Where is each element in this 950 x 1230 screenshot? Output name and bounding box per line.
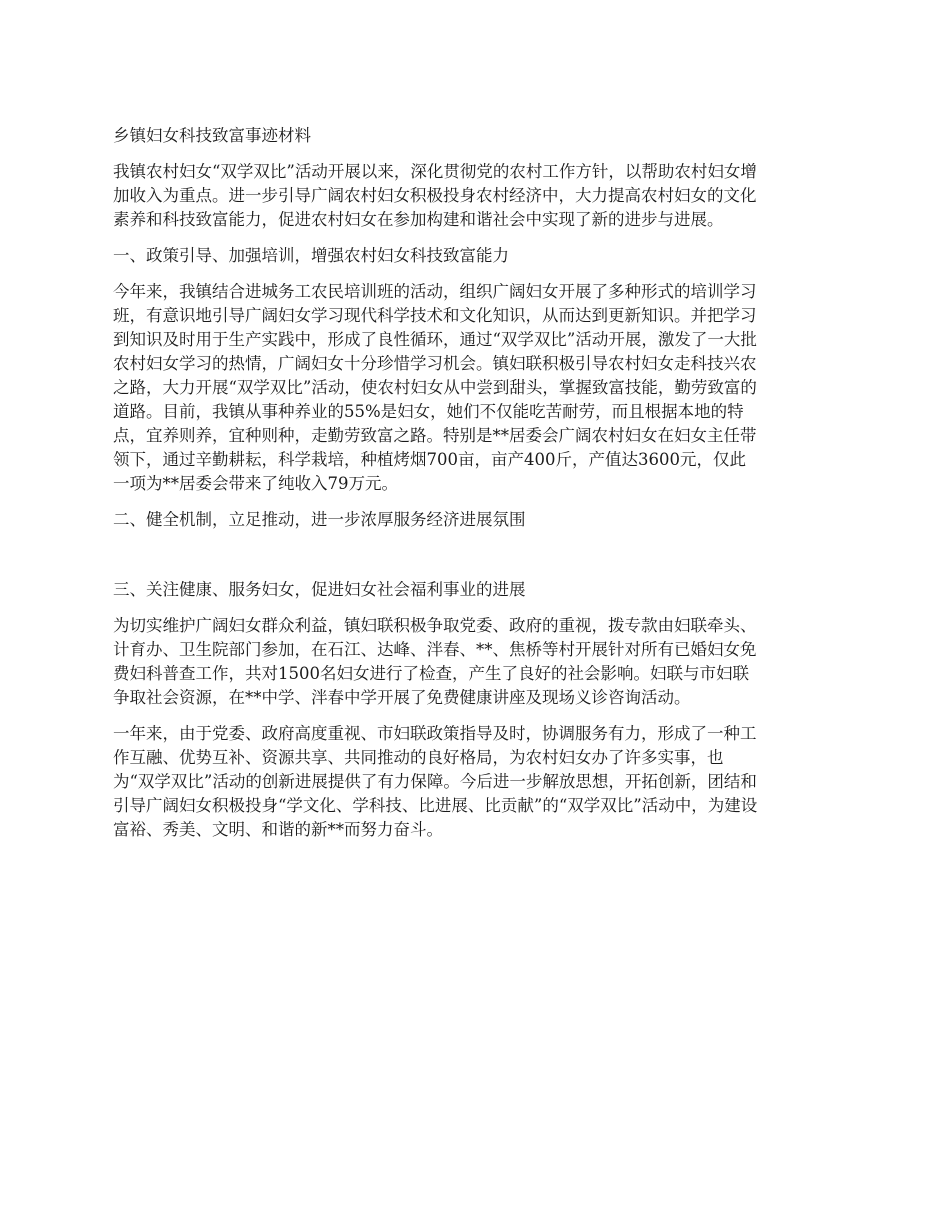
paragraph-line: 到知识及时用于生产实践中，形成了良性循环，通过“双学双比”活动开展，激发了一大批 xyxy=(113,330,757,349)
paragraph-line: 费妇科普查工作，共对1500名妇女进行了检查，产生了良好的社会影响。妇联与市妇联 xyxy=(113,664,749,683)
paragraph-line: 为“双学双比”活动的创新进展提供了有力保障。今后进一步解放思想，开拓创新，团结和 xyxy=(113,772,757,791)
section-paragraph xyxy=(113,614,840,710)
paragraph-line: 道路。目前，我镇从事种养业的55%是妇女，她们不仅能吃苦耐劳，而且根据本地的特 xyxy=(113,402,744,421)
paragraph-line: 引导广阔妇女积极投身“学文化、学科技、比进展、比贡献”的“双学双比”活动中，为建设 xyxy=(113,796,758,815)
paragraph-line: 之路，大力开展“双学双比”活动，使农村妇女从中尝到甜头，掌握致富技能，勤劳致富的 xyxy=(113,378,757,397)
paragraph-line: 为切实维护广阔妇女群众利益，镇妇联积极争取党委、政府的重视，拨专款由妇联牵头、 xyxy=(113,616,757,635)
paragraph-line: 作互融、优势互补、资源共享、共同推动的良好格局，为农村妇女办了许多实事，也 xyxy=(113,748,724,767)
section-heading: 二、健全机制，立足推动，进一步浓厚服务经济进展氛围 xyxy=(113,510,526,529)
document-page xyxy=(113,124,840,842)
paragraph-line: 富裕、秀美、文明、和谐的新**而努力奋斗。 xyxy=(113,820,443,839)
paragraph-line: 领下，通过辛勤耕耘，科学栽培，种植烤烟700亩，亩产400斤，产值达3600元，仅此 xyxy=(113,450,746,469)
paragraph-line: 计育办、卫生院部门参加，在石江、达峰、泮春、**、焦桥等村开展针对所有已婚妇女免 xyxy=(113,640,757,659)
paragraph-line: 农村妇女学习的热情，广阔妇女十分珍惜学习机会。镇妇联积极引导农村妇女走科技兴农 xyxy=(113,354,757,373)
section-heading: 三、关注健康、服务妇女，促进妇女社会福利事业的进展 xyxy=(113,580,526,599)
paragraph-line: 我镇农村妇女“双学双比”活动开展以来，深化贯彻党的农村工作方针，以帮助农村妇女增 xyxy=(113,162,757,181)
section-heading: 一、政策引导、加强培训，增强农村妇女科技致富能力 xyxy=(113,246,509,265)
paragraph-line: 一年来，由于党委、政府高度重视、市妇联政策指导及时，协调服务有力，形成了一种工 xyxy=(113,724,757,743)
document-title: 乡镇妇女科技致富事迹材料 xyxy=(113,126,311,145)
intro-paragraph xyxy=(113,160,840,232)
paragraph-line: 争取社会资源，在**中学、泮春中学开展了免费健康讲座及现场义诊咨询活动。 xyxy=(113,688,691,707)
conclusion-paragraph xyxy=(113,722,840,842)
paragraph-line: 今年来，我镇结合进城务工农民培训班的活动，组织广阔妇女开展了多种形式的培训学习 xyxy=(113,282,757,301)
paragraph-line: 班，有意识地引导广阔妇女学习现代科学技术和文化知识，从而达到更新知识。并把学习 xyxy=(113,306,757,325)
paragraph-line: 点，宜养则养，宜种则种，走勤劳致富之路。特别是**居委会广阔农村妇女在妇女主任带 xyxy=(113,426,757,445)
paragraph-line: 一项为**居委会带来了纯收入79万元。 xyxy=(113,474,398,493)
paragraph-line: 素养和科技致富能力，促进农村妇女在参加构建和谐社会中实现了新的进步与进展。 xyxy=(113,210,724,229)
section-paragraph xyxy=(113,280,840,496)
paragraph-line: 加收入为重点。进一步引导广阔农村妇女积极投身农村经济中，大力提高农村妇女的文化 xyxy=(113,186,757,205)
